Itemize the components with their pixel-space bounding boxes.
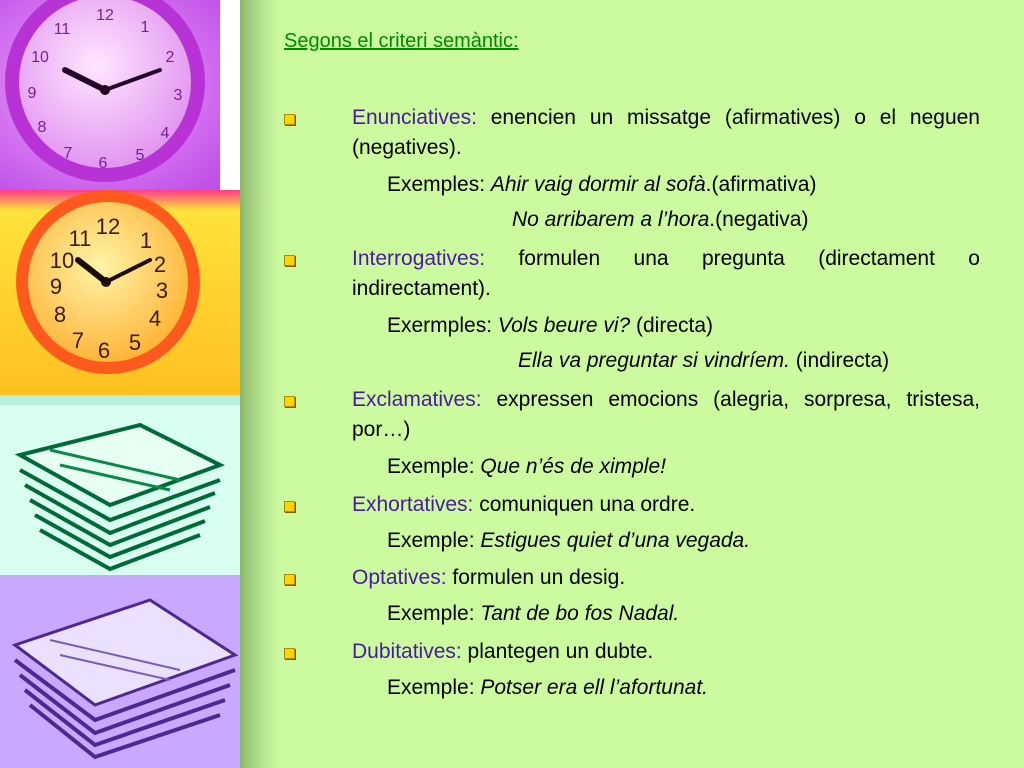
example-note: .(afirmativa): [705, 173, 817, 196]
item-text: [352, 490, 980, 520]
item-term: Exhortatives:: [352, 493, 474, 516]
bullet-icon: [284, 255, 295, 266]
example-text: Tant de bo fos Nadal.: [480, 602, 680, 625]
example-line: [387, 673, 708, 703]
example-line: [387, 452, 666, 482]
svg-text:9: 9: [27, 85, 37, 102]
bullet-icon: [284, 574, 295, 585]
sidebar-shadow: [240, 0, 280, 768]
svg-text:6: 6: [98, 155, 108, 172]
svg-text:9: 9: [49, 274, 63, 299]
svg-text:1: 1: [140, 19, 150, 36]
example-label: Exemple:: [387, 529, 481, 552]
svg-text:8: 8: [37, 119, 47, 136]
example-note: .(negativa): [709, 208, 809, 231]
example-line: [518, 346, 889, 376]
example-label: Exemple:: [387, 676, 481, 699]
item-description: expressen emocions (alegria, sorpresa, tristesa, por…): [352, 388, 980, 441]
item-term: Interrogatives:: [352, 247, 486, 270]
purple-clock-image: [0, 0, 240, 190]
example-text: Ella va preguntar si vindríem.: [518, 349, 790, 372]
example-line: [387, 170, 816, 200]
svg-text:12: 12: [96, 7, 114, 24]
example-text: Potser era ell l’afortunat.: [480, 676, 708, 699]
svg-text:7: 7: [63, 145, 73, 162]
example-label: Exemple:: [387, 455, 481, 478]
svg-text:10: 10: [49, 248, 75, 273]
svg-text:5: 5: [135, 147, 145, 164]
item-description: formulen un desig.: [446, 566, 626, 589]
orange-clock-image: [0, 190, 240, 395]
bullet-icon: [284, 501, 295, 512]
item-text: [352, 563, 980, 593]
slide-heading: Segons el criteri semàntic:: [284, 30, 519, 52]
example-text: Ahir vaig dormir al sofà: [490, 173, 706, 196]
item-description: plantegen un dubte.: [461, 640, 654, 663]
example-text: Que n’és de ximple!: [480, 455, 666, 478]
example-text: No arribarem a l’hora: [512, 208, 710, 231]
example-label: Exermples:: [387, 314, 498, 337]
example-text: Vols beure vi?: [497, 314, 631, 337]
example-line: [387, 311, 713, 341]
item-description: enencien un missatge (afirmatives) o el neguen (negatives).: [352, 106, 980, 159]
purple-books-image: [0, 575, 240, 768]
example-line: [387, 526, 750, 556]
svg-text:7: 7: [71, 328, 85, 353]
item-text: [352, 244, 980, 304]
svg-text:11: 11: [68, 226, 92, 251]
item-text: [352, 385, 980, 445]
item-term: Optatives:: [352, 566, 447, 589]
svg-text:4: 4: [160, 125, 170, 142]
example-label: Exemples:: [387, 173, 491, 196]
item-description: comuniquen una ordre.: [473, 493, 696, 516]
svg-text:1: 1: [139, 228, 153, 253]
svg-text:8: 8: [53, 302, 67, 327]
item-text: [352, 637, 980, 667]
svg-text:3: 3: [155, 278, 169, 303]
green-books-image: [0, 395, 240, 575]
svg-text:10: 10: [31, 49, 49, 66]
bullet-icon: [284, 648, 295, 659]
decorative-sidebar: [0, 0, 240, 768]
example-line: [512, 205, 808, 235]
svg-text:5: 5: [128, 330, 142, 355]
item-description: formulen una pregunta (directament o indirectament).: [352, 247, 980, 300]
example-line: [387, 599, 679, 629]
bullet-icon: [284, 114, 295, 125]
item-text: [352, 103, 980, 163]
svg-text:4: 4: [148, 306, 162, 331]
example-label: Exemple:: [387, 602, 481, 625]
bullet-icon: [284, 396, 295, 407]
example-text: Estigues quiet d’una vegada.: [480, 529, 751, 552]
item-term: Dubitatives:: [352, 640, 462, 663]
svg-text:2: 2: [153, 252, 167, 277]
item-term: Exclamatives:: [352, 388, 482, 411]
svg-text:6: 6: [97, 338, 111, 363]
example-note: (directa): [630, 314, 714, 337]
example-note: (indirecta): [789, 349, 890, 372]
svg-text:12: 12: [95, 214, 121, 239]
svg-text:2: 2: [165, 49, 175, 66]
svg-text:11: 11: [53, 21, 71, 38]
svg-text:3: 3: [173, 87, 183, 104]
item-term: Enunciatives:: [352, 106, 477, 129]
